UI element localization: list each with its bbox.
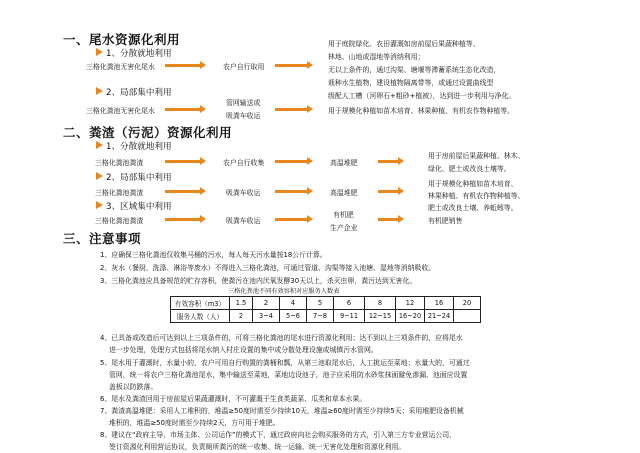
source-label: 三格化粪池粪渣: [95, 189, 144, 197]
note-item-4-line: 4、已具备或改造后可达到以上三项条件的，可将三格化粪池的尾水进行资源化利用；达不到以上三项条件的，应将尾水: [100, 334, 463, 342]
table-cell: 6: [334, 297, 365, 310]
method-label: 吸粪车收运: [226, 189, 261, 197]
subtitle-1-2: 2、局部集中利用: [106, 88, 172, 98]
desc-line: 用于规模化种植如苗木培育、: [428, 180, 518, 188]
note-item-6: 6、尾水及粪渣回用于房前屋后果蔬灌溉时，不可灌溉于生食类蔬菜、瓜类和草本水果。: [100, 395, 367, 403]
desc-line: 用于房前屋后果蔬种植、林木、: [428, 152, 525, 160]
table-cell: 9~11: [334, 310, 365, 323]
process-label: 有机肥: [333, 211, 354, 219]
arrow-icon: [275, 64, 307, 67]
note-item-4-line: 进一步处理，处理方式包括将尾水纳入村庄设置的集中或分散处理设施或城镇污水管网。: [109, 346, 378, 354]
desc-line: 用于规模化种植如苗木培育、林果种植、有机农作物种植等。: [328, 107, 515, 115]
bullet-icon: [96, 87, 103, 95]
table-cell: 20: [454, 297, 481, 310]
table-cell: 7~8: [307, 310, 334, 323]
note-item-1: 1、应确保三格化粪池仅收集马桶的污水，每人每天污水量按18公斤计算。: [100, 251, 327, 259]
note-item-2: 2、灰水（餐厨、洗涤、淋浴等废水）不得进入三格化粪池，可通过管道、沟渠等接入池塘、湿地等消纳吸收。: [100, 264, 436, 272]
source-label: 三格化粪池粪渣: [95, 159, 144, 167]
process-label: 生产企业: [330, 224, 358, 232]
note-item-8-line: 8、建议在“政府主导、市场主体、公司运作”的模式下，通过政府向社会购买服务的方式，引入第三方专业营运公司，: [100, 431, 457, 439]
source-label: 三格化粪池无害化尾水: [86, 63, 155, 71]
process-label: 高温堆肥: [330, 189, 358, 197]
method-label: 管网输送或: [226, 99, 261, 107]
desc-line: 级配人工槽（河卵石+粗砂+植被），达到进一步利用与净化。: [328, 92, 516, 100]
subtitle-2-3: 3、区域集中利用: [106, 202, 172, 212]
table-cell: 4: [280, 297, 307, 310]
table-cell: 21~24: [425, 310, 454, 323]
note-item-3: 3、三格化粪池应具备规范的贮存容积，使粪污在池内厌氧发酵30天以上，杀灭虫卵，粪污达到无害化。: [100, 277, 417, 285]
process-label: 高温堆肥: [330, 159, 358, 167]
note-item-5-line: 盖板以防跌落。: [109, 383, 158, 391]
note-item-5-line: 管网，统一将农户三格化粪池尾水，集中输送至菜地，菜地边设池子，池子应采用防水砂浆抹面避免渗漏、池面应设置: [109, 371, 468, 379]
note-item-7-line: 7、粪渣高温堆肥：采用人工堆积的，堆温≥50度时需至少持续10天，堆温≥60度时需至少持续5天；采用堆肥设备机械: [100, 407, 464, 415]
arrow-icon: [378, 218, 398, 221]
table-cell: 8: [365, 297, 396, 310]
bullet-icon: [96, 201, 103, 209]
bullet-icon: [96, 48, 103, 56]
table-cell: 有效容积（m3）: [171, 297, 230, 310]
table-cell: 5~6: [280, 310, 307, 323]
table-cell: 5: [307, 297, 334, 310]
arrow-icon: [275, 108, 307, 111]
arrow-icon: [275, 190, 307, 193]
note-item-7-line: 堆积的，堆温≥50度时需至少持续2天，方可用于堆肥。: [109, 419, 280, 427]
source-label: 三格化粪池无害化尾水: [86, 107, 155, 115]
table-row: [171, 310, 481, 323]
desc-line: 用于庭院绿化、农田灌溉如房前屋后果蔬种植等、: [328, 40, 480, 48]
table-cell: 16~20: [396, 310, 425, 323]
arrow-icon: [165, 218, 200, 221]
bullet-icon: [96, 172, 103, 180]
section-title-1: 一、尾水资源化利用: [63, 32, 181, 47]
note-item-5-line: 5、尾水用于灌溉时，水量小的，农户可用自行购置的粪桶和瓢，从第三池取尾水后，人工挑运至菜地；水量大的，可通过: [100, 359, 470, 367]
table-cell: 12: [396, 297, 425, 310]
method-label: 农户自行收集: [223, 159, 265, 167]
method-label: 农户自行取用: [223, 63, 265, 71]
table-cell: 3~4: [253, 310, 280, 323]
table-cell: [454, 310, 481, 323]
desc-line: 栽种水生植物，建设植物隔离带等，或通过设置曲线型: [328, 79, 494, 87]
arrow-icon: [165, 64, 200, 67]
table-caption: 三格化粪池不同有效容积对应服务人数表: [228, 288, 340, 295]
table-cell: 1.5: [230, 297, 253, 310]
arrow-icon: [275, 160, 307, 163]
section-title-3: 三、注意事项: [63, 231, 142, 246]
arrow-icon: [165, 190, 200, 193]
subtitle-2-2: 2、局部集中利用: [106, 173, 172, 183]
section-title-2: 二、粪渣（污泥）资源化利用: [63, 125, 233, 140]
desc-line: 无以上条件的，通过沟渠、塘堰等滞蓄系统生态化改造，: [328, 66, 501, 74]
arrow-icon: [378, 160, 398, 163]
method-label: 吸粪车收运: [226, 217, 261, 225]
table-cell: 服务人数（人）: [171, 310, 230, 323]
desc-line: 肥土或改良土壤、养蚯蚓等。: [428, 204, 518, 212]
bullet-icon: [96, 141, 103, 149]
arrow-icon: [275, 218, 307, 221]
table-cell: 16: [425, 297, 454, 310]
table-cell: 2: [253, 297, 280, 310]
arrow-icon: [165, 108, 200, 111]
method-label: 吸粪车收运: [226, 112, 261, 120]
note-item-8-line: 签订资源化利用营运协议，负责厕所粪污的统一收集、统一运输、统一无害化处理和资源化利用。: [109, 443, 406, 451]
subtitle-2-1: 1、分散就地利用: [106, 142, 172, 152]
capacity-table: [170, 296, 481, 323]
source-label: 三格化粪池粪渣: [95, 217, 144, 225]
desc-line: 林地、山地或湿地等消纳利用；: [328, 53, 425, 61]
table-row: [171, 297, 481, 310]
table-cell: 2: [230, 310, 253, 323]
table-cell: 12~15: [365, 310, 396, 323]
subtitle-1-1: 1、分散就地利用: [106, 49, 172, 59]
desc-line: 有机肥销售: [428, 217, 463, 225]
desc-line: 林果种植、有机农作物种植等、: [428, 192, 525, 200]
arrow-icon: [378, 190, 398, 193]
arrow-icon: [165, 160, 200, 163]
desc-line: 绿化、肥土或改良土壤等。: [428, 165, 511, 173]
